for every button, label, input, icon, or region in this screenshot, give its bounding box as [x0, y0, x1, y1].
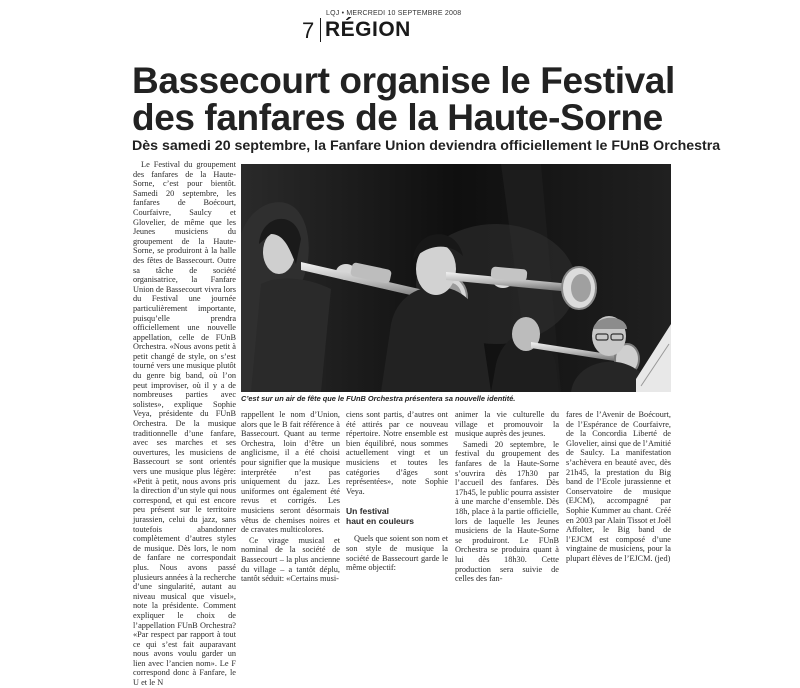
article-column-4 [455, 410, 559, 584]
article-column-1 [133, 160, 237, 688]
dateline: LQJ • MERCREDI 10 SEPTEMBRE 2008 [326, 10, 462, 17]
article-column-2 [241, 410, 340, 584]
paragraph: fares de l’Avenir de Boécourt, de l’Espérance de Courfaivre, de la Concordia Liberté de Glovelier, ainsi que de l’Amitié de Saulcy. La manifestation s’achèvera en beauté avec, dès 21h45, la prestation du Big band de l’Ecole jurassienne et Conservatoire de musique (EJCM), accompagné par Sophie Kummer au chant. Créé en 2003 par Alain Tissot et Joël Affolter, le Big band de l’EJCM est composé d’une vingtaine de musiciens, pour la plupart élèves de l’EJCM. (jed) [566, 410, 671, 563]
intertitle [346, 506, 448, 526]
article-column-3 [346, 410, 448, 573]
headline-line-1: Bassecourt organise le Festival [132, 60, 675, 101]
paragraph: Quels que soient son nom et son style de musique la société de Bassecourt garde le même objectif: [346, 534, 448, 573]
masthead-divider [320, 18, 321, 42]
paragraph: ciens sont partis, d’autres ont été attirés par ce nouveau répertoire. Notre ensemble est bien équilibré, nous sommes actuellement vingt et un musiciens et toutes les catégories d’âges sont représentées», note Sophie Veya. [346, 410, 448, 496]
headline [132, 62, 772, 136]
article-photo [241, 164, 671, 392]
page-number: 7 [302, 18, 315, 43]
intertitle-line-2: haut en couleurs [346, 516, 415, 527]
paragraph: Ce virage musical et nominal de la société de Bassecourt – la plus ancienne du village – a tantôt déplu, tantôt séduit: «Certains musi- [241, 535, 340, 584]
paragraph: Samedi 20 septembre, le festival du groupement des fanfares de la Haute-Sorne s’ouvrira dès 17h30 par l’accueil des fanfares. Dès 17h45, le public pourra assister à une marche d’ensemble. Dès 18h, place à la partie officielle, lors de laquelle les Jeunes musiciens de la Haute-Sorne se produiront. Le FUnB Orchestra se produira quant à lui dès 18h30. Cette production sera suivie de celles des fan- [455, 439, 559, 584]
paragraph: rappellent le nom d’Union, alors que le B fait référence à Bassecourt. Quant au terme Orchestra, loin d’être un anglicisme, il a été choisi pour signifier que la musique interprétée n’est pas uniquement du jazz. Les uniformes ont également été revus et corrigés. Les musiciens seront désormais vêtus de chemises noires et de cravates multicolores. [241, 410, 340, 535]
subheadline: Dès samedi 20 septembre, la Fanfare Union deviendra officiellement le FUnB Orchestra [132, 138, 721, 154]
intertitle-line-1: Un festival [346, 506, 389, 517]
headline-line-2: des fanfares de la Haute-Sorne [132, 97, 663, 138]
section-title: RÉGION [325, 18, 411, 41]
paragraph: animer la vie culturelle du village et promouvoir la musique auprès des jeunes. [455, 410, 559, 439]
masthead [302, 6, 762, 42]
photo-caption: C’est sur un air de fête que le FUnB Orchestra présentera sa nouvelle identité. [241, 394, 516, 403]
paragraph: Le Festival du groupement des fanfares de la Haute-Sorne, c’est pour bientôt. Samedi 20 septembre, les fanfares de Boécourt, Courfaivre, Saulcy et Glovelier, de même que les Jeunes musiciens du groupement de la Haute-Sorne, se produiront à la halle des fêtes de Bassecourt. Outre sa tâche de société organisatrice, la Fanfare Union de Bassecourt vivra lors du Festival une journée particulièrement importante, puisqu’elle prendra officiellement une nouvelle appellation, celle de FUnB Orchestra. «Nous avons petit à petit changé de style, on s’est tourné vers une musique plutôt du genre big band, où l’on peut improviser, où il y a de nombreuses parties avec solistes», explique Sophie Veya, présidente du FUnB Orchestra. De la musique traditionnelle d’une fanfare, avec ses marches et ses ouvertures, les musiciens de Bassecourt se sont orientés vers une musique plus légère: «Petit à petit, nous avons pris la direction d’un style qui nous correspond, et qui est encore peu présent sur le territoire jurassien, celui du jazz, sans toutefois abandonner complètement d’autres styles de musique. Dès lors, le nom de fanfare ne correspondait plus. Nous avons passé plusieurs années à la recherche d’une singularité, autant au niveau musical que visuel», note la présidente. Comment expliquer le choix de l’appellation FUnB Orchestra? «Par respect par rapport à tout ce qui s’est fait auparavant nous avons voulu garder un lien avec l’ancien nom». Le F correspond donc à Fanfare, le U et le N [133, 160, 237, 688]
article-column-5 [566, 410, 671, 562]
photo-trumpet-players [241, 164, 671, 392]
